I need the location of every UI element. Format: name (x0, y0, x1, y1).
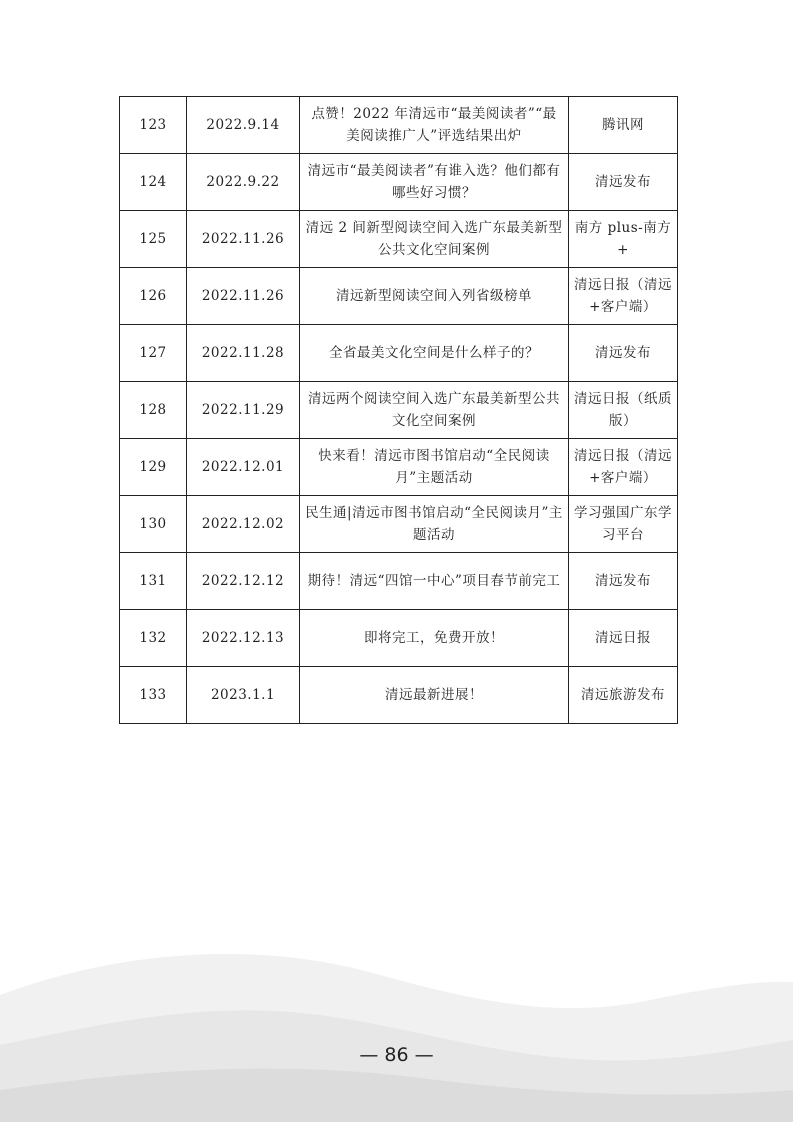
decorative-wave-background (0, 940, 793, 1122)
publish-date-cell: 2022.11.26 (187, 268, 300, 325)
table-row (120, 154, 678, 211)
media-source-cell: 学习强国广东学习平台 (569, 496, 678, 553)
media-source-cell: 清远日报 (569, 610, 678, 667)
row-number-cell: 133 (120, 667, 187, 724)
table-row (120, 382, 678, 439)
media-source-cell: 清远发布 (569, 154, 678, 211)
article-title-cell: 点赞！2022 年清远市“最美阅读者”“最美阅读推广人”评选结果出炉 (300, 97, 569, 154)
row-number-cell: 129 (120, 439, 187, 496)
row-number-cell: 128 (120, 382, 187, 439)
news-coverage-table (119, 96, 678, 724)
row-number-cell: 124 (120, 154, 187, 211)
page-number: — 86 — (359, 1044, 434, 1066)
row-number-cell: 126 (120, 268, 187, 325)
table-row (120, 496, 678, 553)
table-row (120, 268, 678, 325)
media-source-cell: 南方 plus-南方+ (569, 211, 678, 268)
media-source-cell: 清远发布 (569, 553, 678, 610)
table-row (120, 667, 678, 724)
article-title-cell: 全省最美文化空间是什么样子的？ (300, 325, 569, 382)
publish-date-cell: 2022.9.22 (187, 154, 300, 211)
publish-date-cell: 2022.11.28 (187, 325, 300, 382)
row-number-cell: 132 (120, 610, 187, 667)
publish-date-cell: 2022.9.14 (187, 97, 300, 154)
publish-date-cell: 2022.11.26 (187, 211, 300, 268)
publish-date-cell: 2022.12.13 (187, 610, 300, 667)
article-title-cell: 清远两个阅读空间入选广东最美新型公共文化空间案例 (300, 382, 569, 439)
table-row (120, 439, 678, 496)
publish-date-cell: 2022.12.01 (187, 439, 300, 496)
media-source-cell: 清远旅游发布 (569, 667, 678, 724)
row-number-cell: 130 (120, 496, 187, 553)
article-title-cell: 快来看！清远市图书馆启动“全民阅读月”主题活动 (300, 439, 569, 496)
media-source-cell: 清远日报（清远+客户端） (569, 268, 678, 325)
table-row (120, 610, 678, 667)
table-body (120, 97, 678, 724)
media-source-cell: 清远发布 (569, 325, 678, 382)
table-row (120, 97, 678, 154)
article-title-cell: 清远 2 间新型阅读空间入选广东最美新型公共文化空间案例 (300, 211, 569, 268)
article-title-cell: 清远新型阅读空间入列省级榜单 (300, 268, 569, 325)
media-source-cell: 清远日报（纸质版） (569, 382, 678, 439)
media-source-cell: 清远日报（清远+客户端） (569, 439, 678, 496)
article-title-cell: 清远市“最美阅读者”有谁入选？他们都有哪些好习惯？ (300, 154, 569, 211)
publish-date-cell: 2023.1.1 (187, 667, 300, 724)
row-number-cell: 131 (120, 553, 187, 610)
article-title-cell: 清远最新进展！ (300, 667, 569, 724)
table-row (120, 553, 678, 610)
publish-date-cell: 2022.12.02 (187, 496, 300, 553)
row-number-cell: 125 (120, 211, 187, 268)
row-number-cell: 123 (120, 97, 187, 154)
media-source-cell: 腾讯网 (569, 97, 678, 154)
table-row (120, 211, 678, 268)
publish-date-cell: 2022.11.29 (187, 382, 300, 439)
table-row (120, 325, 678, 382)
publish-date-cell: 2022.12.12 (187, 553, 300, 610)
article-title-cell: 民生通|清远市图书馆启动“全民阅读月”主题活动 (300, 496, 569, 553)
article-title-cell: 即将完工，免费开放！ (300, 610, 569, 667)
article-title-cell: 期待！清远“四馆一中心”项目春节前完工 (300, 553, 569, 610)
row-number-cell: 127 (120, 325, 187, 382)
